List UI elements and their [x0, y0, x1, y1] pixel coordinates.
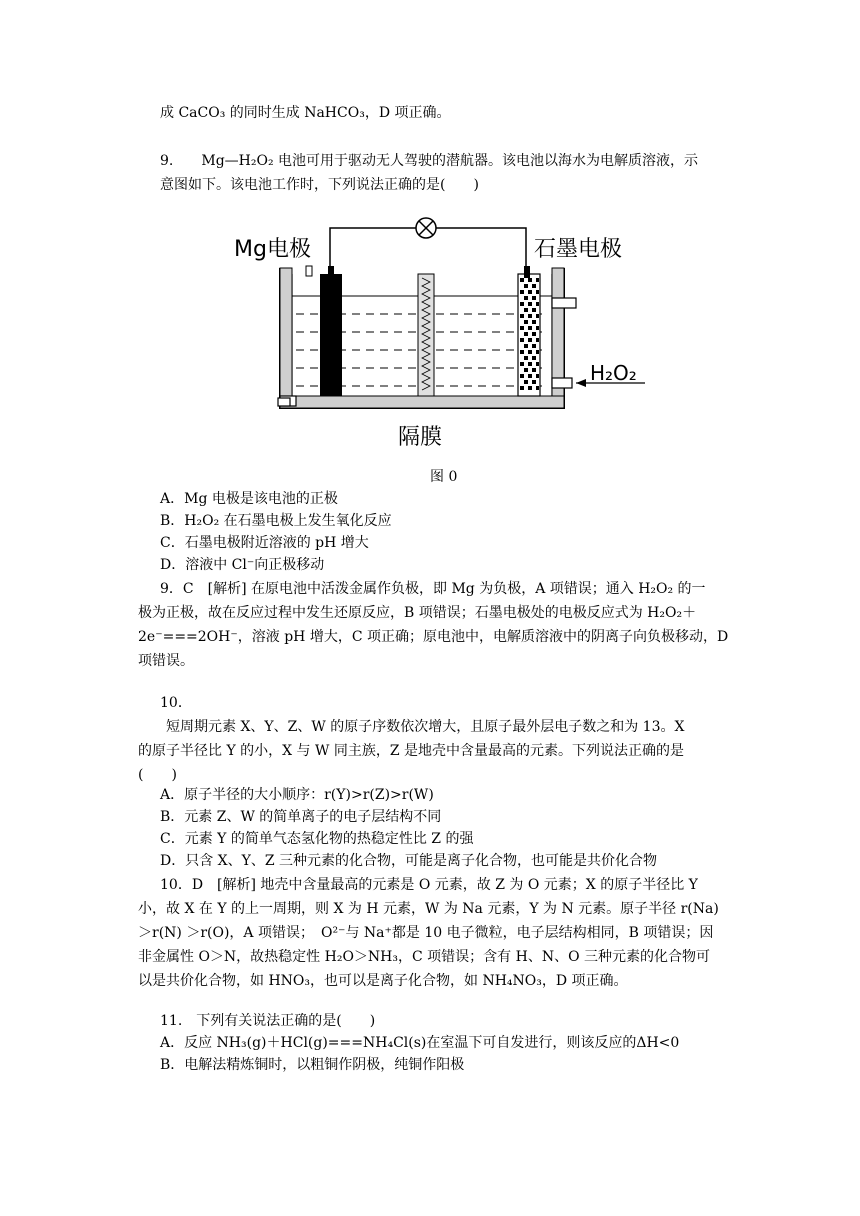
- answer-line: 2e⁻===2OH⁻，溶液 pH 增大，C 项正确；原电池中，电解质溶液中的阴离子向负极移动，D: [138, 629, 729, 645]
- answer-line: 小，故 X 在 Y 的上一周期，则 X 为 H 元素，W 为 Na 元素，Y 为 N 元素。原子半径 r(Na): [138, 901, 719, 917]
- option-b: B．H₂O₂ 在石墨电极上发生氧化反应: [160, 513, 392, 529]
- answer-line: 10．D [解析] 地壳中含量最高的元素是 O 元素，故 Z 为 O 元素；X 的原子半径比 Y: [160, 877, 698, 893]
- question-10-number: 10．: [160, 695, 192, 711]
- answer-line: ＞r(N) ＞r(O)，A 项错误； O²⁻与 Na⁺都是 10 电子微粒，电子层结构相同，B 项错误；因: [138, 925, 714, 941]
- h2o2-label: H₂O₂: [590, 361, 637, 385]
- option-a: A．Mg 电极是该电池的正极: [160, 491, 338, 507]
- answer-line: 极为正极，故在反应过程中发生还原反应，B 项错误；石墨电极处的电极反应式为 H₂O₂＋: [138, 605, 697, 621]
- answer-line: 9．C [解析] 在原电池中活泼金属作负极，即 Mg 为负极，A 项错误；通入 H₂O₂ 的一: [160, 581, 706, 597]
- mg-electrode-label: Mg电极: [234, 237, 311, 262]
- answer-line: 非金属性 O＞N，故热稳定性 H₂O＞NH₃，C 项错误；含有 H、N、O 三种元素的化合物可: [138, 949, 710, 965]
- option-d: D．溶液中 Cl⁻向正极移动: [160, 557, 325, 573]
- lamp-icon: [416, 218, 436, 238]
- question-9-stem: 意图如下。该电池工作时，下列说法正确的是( ): [160, 177, 479, 193]
- option-a: A．反应 NH₃(g)＋HCl(g)===NH₄Cl(s)在室温下可自发进行，则该反应的ΔH<0: [160, 1035, 680, 1051]
- graphite-electrode-label: 石墨电极: [534, 237, 623, 262]
- text-line: 成 CaCO₃ 的同时生成 NaHCO₃，D 项正确。: [160, 105, 451, 121]
- question-11-stem: 11. 下列有关说法正确的是( ): [160, 1013, 376, 1029]
- membrane-label: 隔膜: [398, 425, 443, 450]
- option-c: C．元素 Y 的简单气态氢化物的热稳定性比 Z 的强: [160, 831, 474, 847]
- battery-diagram: [230, 208, 660, 458]
- answer-line: 以是共价化合物，如 HNO₃，也可以是离子化合物，如 NH₄NO₃，D 项正确。: [138, 973, 628, 989]
- option-c: C．石墨电极附近溶液的 pH 增大: [160, 535, 369, 551]
- figure-caption: 图 0: [430, 469, 458, 485]
- graphite-electrode: [518, 266, 540, 396]
- option-d: D．只含 X、Y、Z 三种元素的化合物，可能是离子化合物，也可能是共价化合物: [160, 853, 658, 869]
- question-10-stem: ( ): [138, 767, 177, 783]
- membrane: [418, 274, 434, 396]
- answer-line: 项错误。: [138, 653, 194, 669]
- question-10-stem: 的原子半径比 Y 的小，X 与 W 同主族，Z 是地壳中含量最高的元素。下列说法正确的是: [138, 743, 685, 759]
- option-b: B．电解法精炼铜时，以粗铜作阴极，纯铜作阳极: [160, 1057, 465, 1073]
- option-a: A．原子半径的大小顺序：r(Y)>r(Z)>r(W): [160, 787, 434, 803]
- question-9-stem: 9. Mg—H₂O₂ 电池可用于驱动无人驾驶的潜航器。该电池以海水为电解质溶液，示: [160, 153, 699, 169]
- question-10-stem: 短周期元素 X、Y、Z、W 的原子序数依次增大，且原子最外层电子数之和为 13。X: [166, 719, 685, 735]
- option-b: B．元素 Z、W 的简单离子的电子层结构不同: [160, 809, 442, 825]
